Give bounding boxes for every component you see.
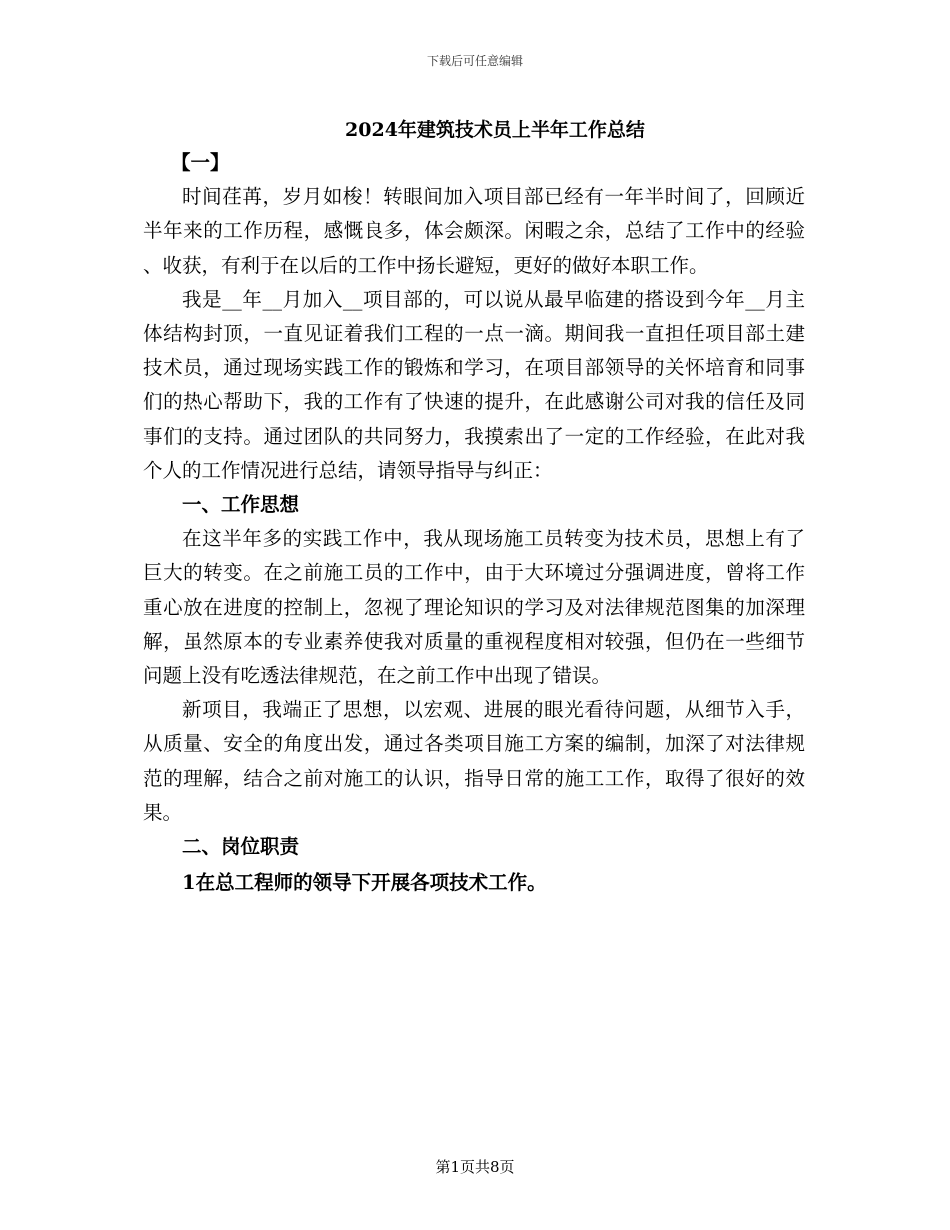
paragraph-thinking-1: 在这半年多的实践工作中，我从现场施工员转变为技术员，思想上有了巨大的转变。在之前施工员的工作中，由于大环境过分强调进度，曾将工作重心放在进度的控制上，忽视了理论知识的学习及对法律规范图集的加深理解，虽然原本的专业素养使我对质量的重视程度相对较强，但仍在一些细节问题上没有吃透法律规范，在之前工作中出现了错误。 — [143, 527, 805, 688]
section-label: 【一】 — [171, 151, 230, 174]
document-title: 2024年建筑技术员上半年工作总结 — [345, 119, 645, 141]
page-header-note: 下载后可任意编辑 — [426, 54, 523, 68]
page-footer-number: 第1页共8页 — [435, 1158, 515, 1176]
heading-work-thinking: 一、工作思想 — [182, 493, 300, 517]
duty-item-1: 1在总工程师的领导下开展各项技术工作。 — [182, 871, 547, 895]
document-body — [143, 146, 805, 900]
paragraph-thinking-2: 新项目，我端正了思想，以宏观、进展的眼光看待问题，从细节入手，从质量、安全的角度出发，通过各类项目施工方案的编制，加深了对法律规范的理解，结合之前对施工的认识，指导日常的施工工作，取得了很好的效果。 — [143, 698, 805, 824]
paragraph-intro: 时间荏苒，岁月如梭！转眼间加入项目部已经有一年半时间了，回顾近半年来的工作历程，感慨良多，体会颇深。闲暇之余，总结了工作中的经验、收获，有利于在以后的工作中扬长避短，更好的做好本职工作。 — [143, 185, 805, 277]
heading-job-duties: 二、岗位职责 — [182, 835, 300, 859]
paragraph-background: 我是__年__月加入__项目部的，可以说从最早临建的搭设到今年__月主体结构封顶，一直见证着我们工程的一点一滴。期间我一直担任项目部土建技术员，通过现场实践工作的锻炼和学习，在项目部领导的关怀培育和同事们的热心帮助下，我的工作有了快速的提升，在此感谢公司对我的信任及同事们的支持。通过团队的共同努力，我摸索出了一定的工作经验，在此对我个人的工作情况进行总结，请领导指导与纠正： — [143, 287, 805, 482]
